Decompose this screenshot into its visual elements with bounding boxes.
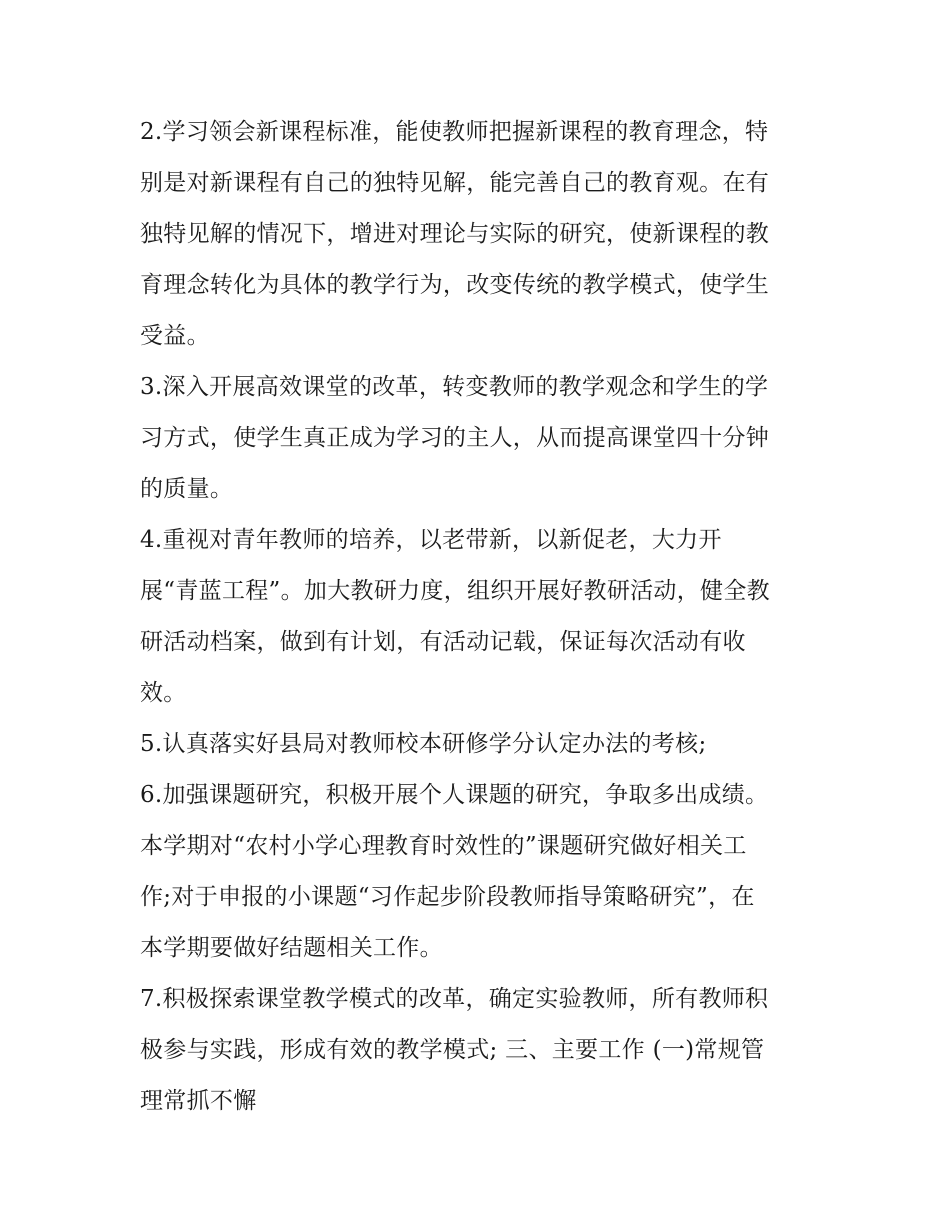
- text-line: 作;对于申报的小课题“习作起步阶段教师指导策略研究”，在: [140, 884, 755, 910]
- text-line: 7.积极探索课堂教学模式的改革，确定实验教师，所有教师积: [140, 986, 769, 1012]
- text-line: 6.加强课题研究，积极开展个人课题的研究，争取多出成绩。: [140, 782, 769, 808]
- text-line: 习方式，使学生真正成为学习的主人，从而提高课堂四十分钟: [140, 425, 770, 451]
- text-line: 2.学习领会新课程标准，能使教师把握新课程的教育理念，特: [140, 119, 769, 145]
- text-line: 研活动档案，做到有计划，有活动记载，保证每次活动有收: [140, 629, 746, 655]
- text-line: 本学期要做好结题相关工作。: [140, 935, 443, 961]
- text-line: 极参与实践，形成有效的教学模式; 三、主要工作 (一)常规管: [140, 1037, 765, 1063]
- text-line: 效。: [140, 680, 187, 706]
- text-line: 4.重视对青年教师的培养，以老带新，以新促老，大力开: [140, 527, 722, 553]
- text-line: 本学期对“农村小学心理教育时效性的”课题研究做好相关工: [140, 833, 747, 859]
- text-line: 受益。: [140, 323, 210, 349]
- text-line: 独特见解的情况下，增进对理论与实际的研究，使新课程的教: [140, 221, 770, 247]
- text-line: 理常抓不懈: [140, 1088, 257, 1114]
- text-line: 展“青蓝工程”。加大教研力度，组织开展好教研活动，健全教: [140, 578, 770, 604]
- text-line: 别是对新课程有自己的独特见解，能完善自己的教育观。在有: [140, 170, 770, 196]
- text-line: 的质量。: [140, 476, 234, 502]
- text-line: 5.认真落实好县局对教师校本研修学分认定办法的考核;: [140, 731, 707, 757]
- text-line: 3.深入开展高效课堂的改革，转变教师的教学观念和学生的学: [140, 374, 769, 400]
- text-line: 育理念转化为具体的教学行为，改变传统的教学模式，使学生: [140, 272, 770, 298]
- document-body: [140, 107, 820, 1127]
